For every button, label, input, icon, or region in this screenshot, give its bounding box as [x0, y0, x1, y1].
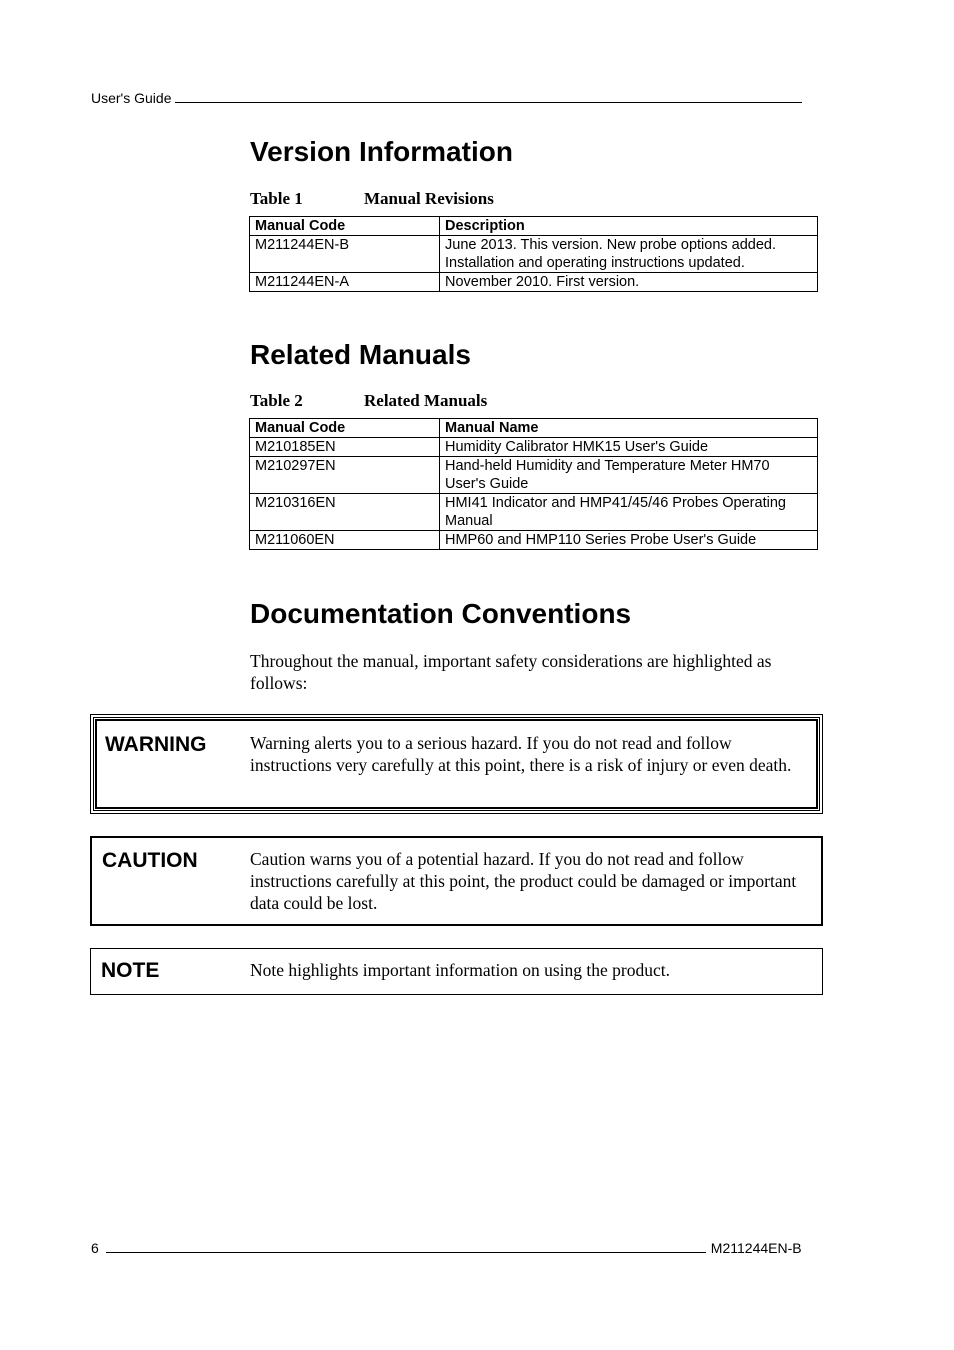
note-box	[90, 948, 823, 995]
column-header: Manual Name	[440, 419, 818, 438]
table-cell: M211060EN	[250, 531, 440, 550]
footer-rule	[106, 1240, 706, 1253]
table-cell: Humidity Calibrator HMK15 User's Guide	[440, 438, 818, 457]
warning-text: Warning alerts you to a serious hazard. If you do not read and follow instructions very carefully at this point, there is a risk of injury or even death.	[250, 733, 792, 775]
caution-label: CAUTION	[102, 849, 198, 872]
caution-box	[90, 836, 823, 926]
section-title-conventions: Documentation Conventions	[250, 598, 632, 629]
table-cell: November 2010. First version.	[440, 273, 818, 292]
table1-number: Table 1	[250, 189, 303, 208]
table-cell: M210316EN	[250, 494, 440, 531]
manual-revisions-table	[249, 216, 818, 292]
table-row	[250, 531, 818, 550]
page-number: 6	[91, 1240, 99, 1256]
warning-label: WARNING	[105, 733, 207, 756]
table-row	[250, 457, 818, 494]
section-title-related: Related Manuals	[250, 339, 471, 370]
table-row	[250, 438, 818, 457]
table-cell: HMI41 Indicator and HMP41/45/46 Probes Operating Manual	[440, 494, 818, 531]
column-header: Description	[440, 217, 818, 236]
warning-box	[90, 714, 823, 814]
table-row	[250, 273, 818, 292]
related-manuals-table	[249, 418, 818, 550]
table-header-row	[250, 217, 818, 236]
table1-title: Manual Revisions	[364, 189, 494, 208]
header-rule	[175, 90, 802, 103]
table-cell: June 2013. This version. New probe options added. Installation and operating instructions updated.	[440, 236, 818, 273]
page-header	[91, 90, 802, 106]
footer-doc-code: M211244EN-B	[710, 1240, 802, 1256]
caution-text: Caution warns you of a potential hazard. If you do not read and follow instructions carefully at this point, the product could be damaged or important data could be lost.	[250, 849, 797, 913]
section-title-version: Version Information	[250, 136, 513, 167]
header-text: User's Guide	[91, 90, 172, 106]
column-header: Manual Code	[250, 419, 440, 438]
table-cell: M210297EN	[250, 457, 440, 494]
table-cell: M210185EN	[250, 438, 440, 457]
page-footer	[91, 1240, 802, 1256]
table-cell: M211244EN-B	[250, 236, 440, 273]
table-cell: HMP60 and HMP110 Series Probe User's Guide	[440, 531, 818, 550]
note-text: Note highlights important information on using the product.	[250, 960, 670, 980]
table-cell: M211244EN-A	[250, 273, 440, 292]
table2-title: Related Manuals	[364, 391, 488, 410]
column-header: Manual Code	[250, 217, 440, 236]
table-header-row	[250, 419, 818, 438]
table2-caption	[250, 391, 487, 411]
table-row	[250, 236, 818, 273]
table2-number: Table 2	[250, 391, 303, 410]
note-label: NOTE	[101, 959, 160, 982]
table1-caption	[250, 189, 494, 209]
conventions-intro: Throughout the manual, important safety considerations are highlighted as follows:	[250, 651, 772, 693]
table-row	[250, 494, 818, 531]
table-cell: Hand-held Humidity and Temperature Meter HM70 User's Guide	[440, 457, 818, 494]
